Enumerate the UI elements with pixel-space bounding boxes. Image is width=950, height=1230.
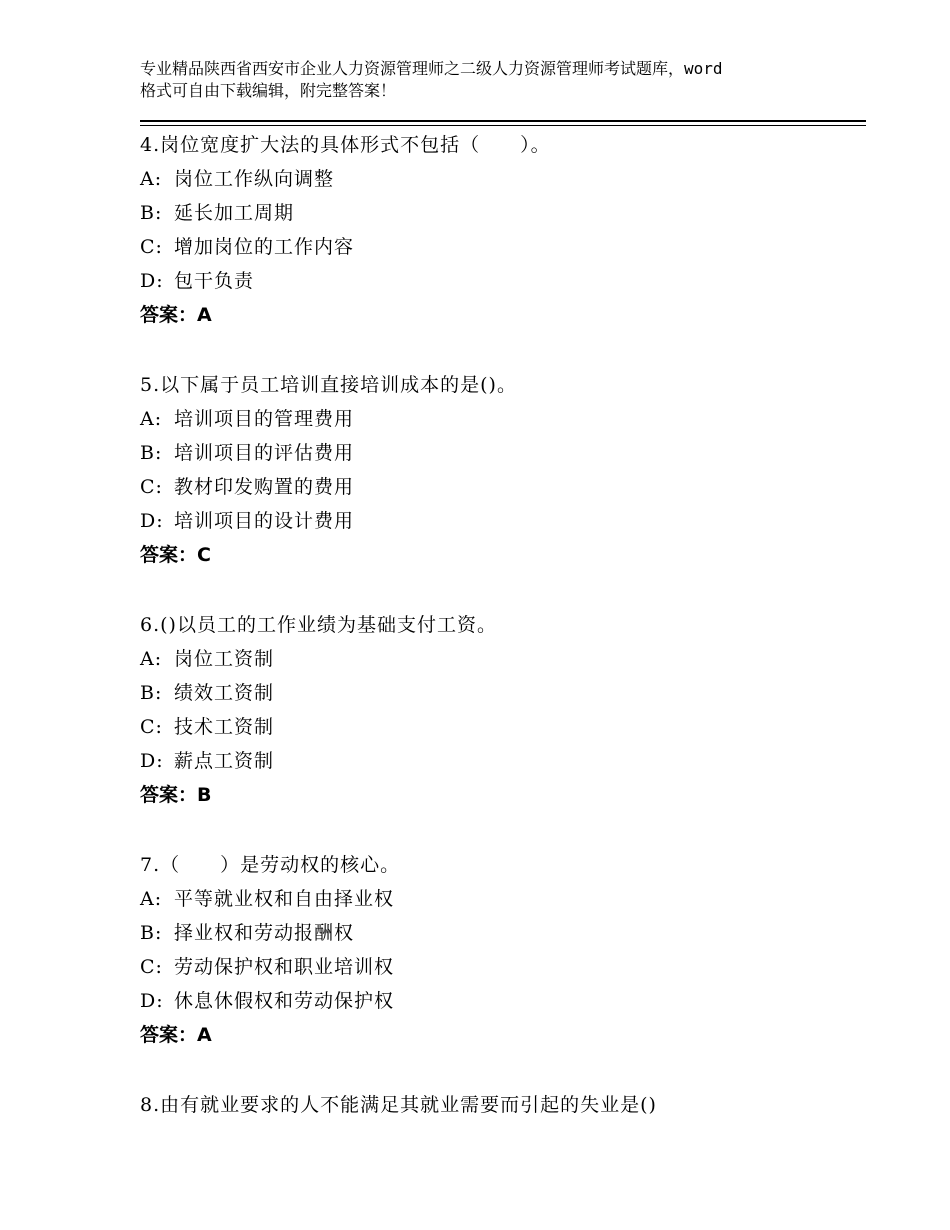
option-key: B: xyxy=(140,442,163,464)
option-d xyxy=(140,504,860,538)
option-text: 薪点工资制 xyxy=(174,750,275,772)
spacer xyxy=(140,812,860,848)
answer-label: 答案：C xyxy=(140,544,211,566)
question-4 xyxy=(140,128,860,332)
answer-label: 答案：A xyxy=(140,304,212,326)
option-a xyxy=(140,162,860,196)
option-key: B: xyxy=(140,922,163,944)
option-d xyxy=(140,984,860,1018)
option-key: C: xyxy=(140,476,163,498)
option-key: D: xyxy=(140,270,164,292)
option-b xyxy=(140,196,860,230)
option-a xyxy=(140,882,860,916)
option-c xyxy=(140,230,860,264)
option-text: 劳动保护权和职业培训权 xyxy=(174,956,395,978)
option-text: 技术工资制 xyxy=(174,716,275,738)
question-text: 8.由有就业要求的人不能满足其就业需要而引起的失业是() xyxy=(140,1094,657,1116)
option-c xyxy=(140,470,860,504)
option-d xyxy=(140,264,860,298)
option-text: 平等就业权和自由择业权 xyxy=(174,888,395,910)
option-b xyxy=(140,916,860,950)
option-key: B: xyxy=(140,682,163,704)
option-text: 教材印发购置的费用 xyxy=(174,476,355,498)
option-key: D: xyxy=(140,990,164,1012)
question-8 xyxy=(140,1088,860,1122)
question-text: 4.岗位宽度扩大法的具体形式不包括（ ）。 xyxy=(140,134,551,156)
option-key: A: xyxy=(140,648,163,670)
option-c xyxy=(140,950,860,984)
question-text: 6.()以员工的工作业绩为基础支付工资。 xyxy=(140,614,497,636)
answer-label: 答案：B xyxy=(140,784,212,806)
spacer xyxy=(140,332,860,368)
option-b xyxy=(140,676,860,710)
option-text: 培训项目的设计费用 xyxy=(174,510,355,532)
header-divider-thick xyxy=(140,120,866,122)
option-d xyxy=(140,744,860,778)
option-text: 岗位工资制 xyxy=(174,648,275,670)
header-line-1: 专业精品陕西省西安市企业人力资源管理师之二级人力资源管理师考试题库，word xyxy=(140,59,723,78)
option-key: D: xyxy=(140,750,164,772)
option-text: 绩效工资制 xyxy=(174,682,275,704)
option-key: A: xyxy=(140,168,163,190)
document-header xyxy=(140,58,840,102)
header-line-2: 格式可自由下载编辑，附完整答案！ xyxy=(140,81,397,100)
option-text: 培训项目的管理费用 xyxy=(174,408,355,430)
answer-label: 答案：A xyxy=(140,1024,212,1046)
option-key: C: xyxy=(140,716,163,738)
option-c xyxy=(140,710,860,744)
question-text: 7.（ ）是劳动权的核心。 xyxy=(140,854,401,876)
option-key: C: xyxy=(140,956,163,978)
question-7 xyxy=(140,848,860,1052)
option-a xyxy=(140,642,860,676)
option-text: 包干负责 xyxy=(174,270,255,292)
option-key: C: xyxy=(140,236,163,258)
spacer xyxy=(140,1052,860,1088)
option-text: 延长加工周期 xyxy=(174,202,295,224)
question-list xyxy=(140,128,860,1122)
option-text: 培训项目的评估费用 xyxy=(174,442,355,464)
option-text: 增加岗位的工作内容 xyxy=(174,236,355,258)
option-text: 岗位工作纵向调整 xyxy=(174,168,335,190)
header-divider-thin xyxy=(140,125,866,126)
option-key: D: xyxy=(140,510,164,532)
question-text: 5.以下属于员工培训直接培训成本的是()。 xyxy=(140,374,517,396)
question-5 xyxy=(140,368,860,572)
option-a xyxy=(140,402,860,436)
option-key: B: xyxy=(140,202,163,224)
option-text: 择业权和劳动报酬权 xyxy=(174,922,355,944)
option-text: 休息休假权和劳动保护权 xyxy=(174,990,395,1012)
spacer xyxy=(140,572,860,608)
option-key: A: xyxy=(140,888,163,910)
question-6 xyxy=(140,608,860,812)
option-b xyxy=(140,436,860,470)
option-key: A: xyxy=(140,408,163,430)
